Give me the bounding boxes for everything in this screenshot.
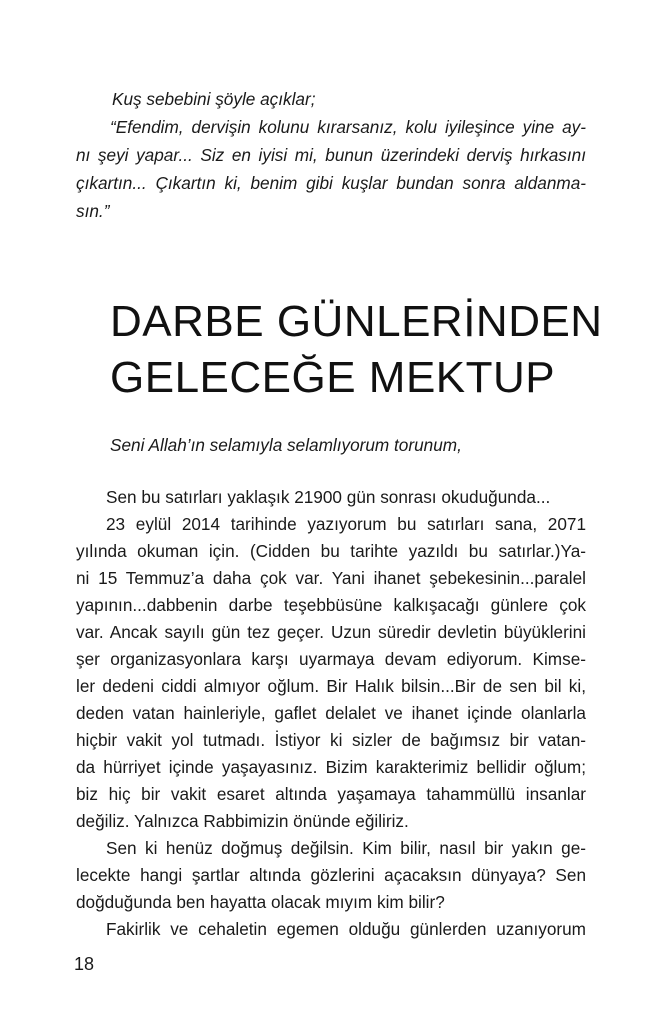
- body-line: yılında okuman için. (Cidden bu tarihte yazıldı bu satırlar.)Ya-: [76, 541, 586, 561]
- body-line: yapının...dabbenin darbe teşebbüsüne kalkışacağı günlere çok: [76, 595, 586, 615]
- body-line: Sen ki henüz doğmuş değilsin. Kim bilir, nasıl bir yakın ge-: [106, 838, 586, 858]
- body-line: şer organizasyonlara karşı uyarmaya devam ediyorum. Kimse-: [76, 649, 586, 669]
- body-line: Fakirlik ve cehaletin egemen olduğu günlerden uzanıyorum: [106, 919, 586, 939]
- body-line: ler dedeni ciddi almıyor oğlum. Bir Halık bilsin...Bir de sen bil ki,: [76, 676, 586, 696]
- page-number: 18: [74, 954, 95, 974]
- body-line: Sen bu satırları yaklaşık 21900 gün sonrası okuduğunda...: [106, 487, 551, 507]
- quote-line: “Efendim, dervişin kolunu kırarsanız, kolu iyileşince yine ay-: [110, 117, 586, 137]
- body-line: biz hiç bir vakit esaret altında yaşamaya tahammüllü insanlar: [76, 784, 586, 804]
- body-line: değiliz. Yalnızca Rabbimizin önünde eğiliriz.: [76, 811, 409, 831]
- body-line: 23 eylül 2014 tarihinde yazıyorum bu satırları sana, 2071: [106, 514, 586, 534]
- letter-greeting: Seni Allah’ın selamıyla selamlıyorum torunum,: [110, 435, 462, 455]
- body-line: lecekte hangi şartlar altında gözlerini açacaksın dünyaya? Sen: [76, 865, 586, 885]
- body-line: doğduğunda ben hayatta olacak mıyım kim bilir?: [76, 892, 445, 912]
- quote-line: nı şeyi yapar... Siz en iyisi mi, bunun üzerindeki derviş hırkasını: [76, 145, 586, 165]
- quote-line: Kuş sebebini şöyle açıklar;: [112, 89, 316, 109]
- body-line: da hürriyet içinde yaşayasınız. Bizim karakterimiz bellidir oğlum;: [76, 757, 586, 777]
- body-line: var. Ancak sayılı gün tez geçer. Uzun süredir devletin büyüklerini: [76, 622, 586, 642]
- quote-line: çıkartın... Çıkartın ki, benim gibi kuşlar bundan sonra aldanma-: [76, 173, 586, 193]
- quote-line: sın.”: [76, 201, 110, 221]
- chapter-title-line: GELECEĞE MEKTUP: [110, 353, 556, 402]
- body-line: ni 15 Temmuz’a daha çok var. Yani ihanet şebekesinin...paralel: [76, 568, 586, 588]
- body-line: deden vatan hainleriyle, gaflet delalet ve ihanet içinde olanlarla: [76, 703, 586, 723]
- body-line: hiçbir vakit yol tutmadı. İstiyor ki sizler de bağımsız bir vatan-: [76, 730, 586, 750]
- chapter-title-line: DARBE GÜNLERİNDEN: [110, 297, 603, 346]
